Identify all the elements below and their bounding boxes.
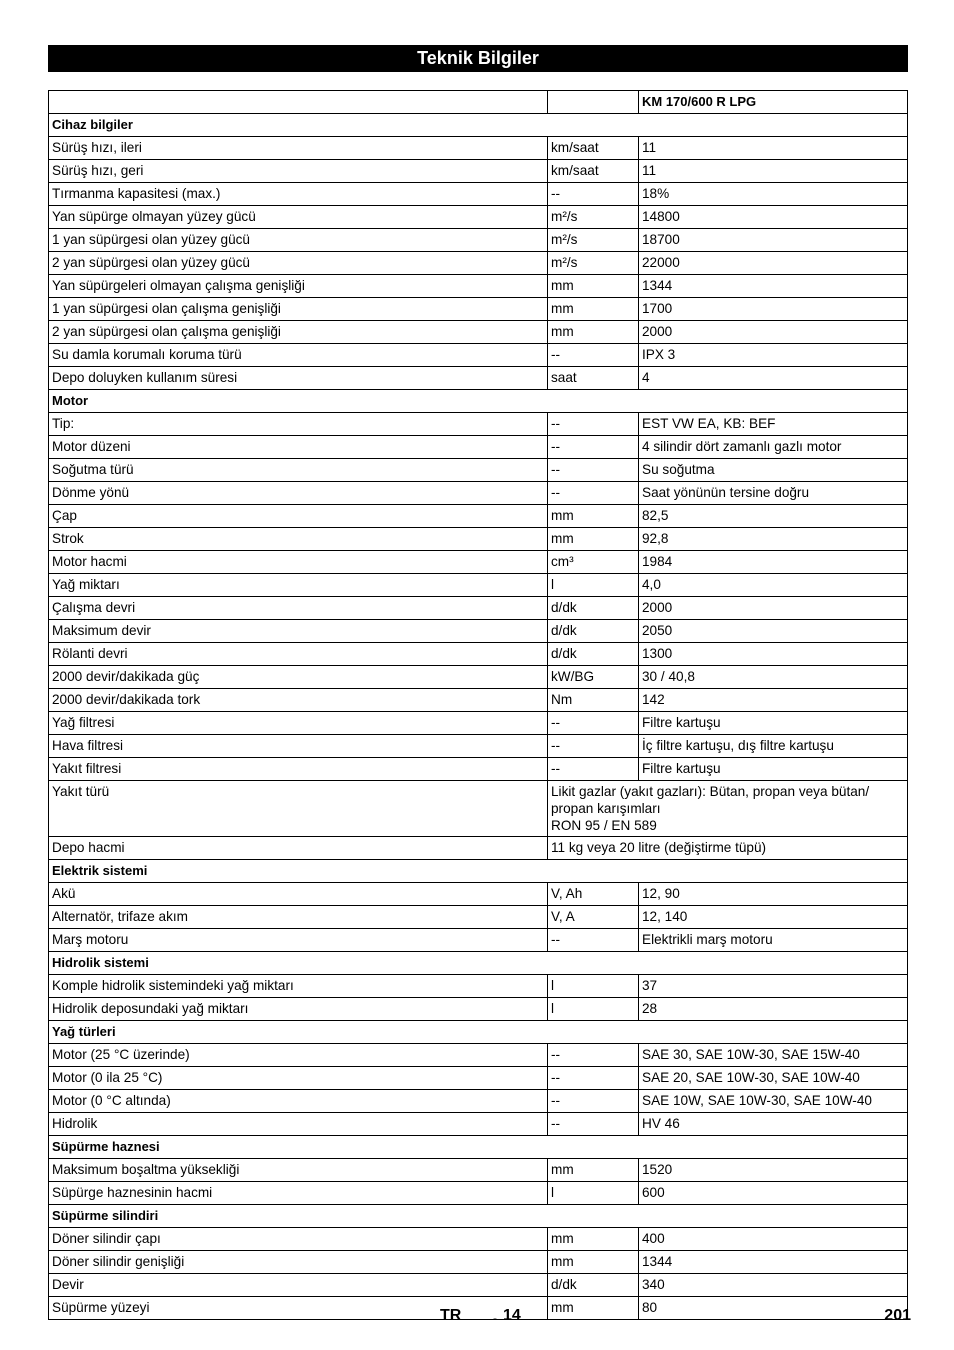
param-unit: l xyxy=(548,574,639,597)
table-row xyxy=(49,712,908,735)
param-unit: mm xyxy=(548,1251,639,1274)
table-row xyxy=(49,1159,908,1182)
param-name: Soğutma türü xyxy=(49,459,548,482)
param-unit: km/saat xyxy=(548,137,639,160)
table-row xyxy=(49,413,908,436)
table-row xyxy=(49,528,908,551)
param-value: İç filtre kartuşu, dış filtre kartuşu xyxy=(639,735,908,758)
param-name: Dönme yönü xyxy=(49,482,548,505)
section-title: Yağ türleri xyxy=(49,1021,908,1044)
table-row xyxy=(49,160,908,183)
table-row xyxy=(49,252,908,275)
param-unit: d/dk xyxy=(548,1274,639,1297)
param-name: Motor (0 °C altında) xyxy=(49,1090,548,1113)
param-name: Yağ filtresi xyxy=(49,712,548,735)
param-unit: -- xyxy=(548,1113,639,1136)
param-value: 12, 90 xyxy=(639,883,908,906)
param-unit: d/dk xyxy=(548,620,639,643)
param-value: 1300 xyxy=(639,643,908,666)
param-name: 2000 devir/dakikada tork xyxy=(49,689,548,712)
param-unit: m²/s xyxy=(548,206,639,229)
section-header-row xyxy=(49,860,908,883)
param-unit: -- xyxy=(548,1044,639,1067)
param-unit: saat xyxy=(548,367,639,390)
param-value: Filtre kartuşu xyxy=(639,712,908,735)
param-unit: -- xyxy=(548,1067,639,1090)
param-value: Su soğutma xyxy=(639,459,908,482)
table-row xyxy=(49,298,908,321)
table-row xyxy=(49,597,908,620)
param-name: Depo hacmi xyxy=(49,837,548,860)
param-value: 14800 xyxy=(639,206,908,229)
page-title: Teknik Bilgiler xyxy=(48,45,908,72)
param-value: SAE 10W, SAE 10W-30, SAE 10W-40 xyxy=(639,1090,908,1113)
table-row xyxy=(49,436,908,459)
table-header-row xyxy=(49,91,908,114)
table-row xyxy=(49,1274,908,1297)
param-unit: -- xyxy=(548,344,639,367)
param-name: 2 yan süpürgesi olan çalışma genişliği xyxy=(49,321,548,344)
footer-doc-page: 14 xyxy=(503,1307,521,1324)
table-row xyxy=(49,344,908,367)
param-unit: d/dk xyxy=(548,597,639,620)
table-row xyxy=(49,1228,908,1251)
param-name: Döner silindir çapı xyxy=(49,1228,548,1251)
param-unit: l xyxy=(548,975,639,998)
param-name: Motor düzeni xyxy=(49,436,548,459)
table-row xyxy=(49,551,908,574)
param-value: 37 xyxy=(639,975,908,998)
param-value: 11 xyxy=(639,160,908,183)
param-value: SAE 30, SAE 10W-30, SAE 15W-40 xyxy=(639,1044,908,1067)
param-unit: kW/BG xyxy=(548,666,639,689)
param-value: 2000 xyxy=(639,597,908,620)
param-name: 1 yan süpürgesi olan çalışma genişliği xyxy=(49,298,548,321)
param-name: Devir xyxy=(49,1274,548,1297)
section-title: Elektrik sistemi xyxy=(49,860,908,883)
param-unit: mm xyxy=(548,1159,639,1182)
param-value: 18% xyxy=(639,183,908,206)
param-unit: l xyxy=(548,1182,639,1205)
param-unit: -- xyxy=(548,1090,639,1113)
param-unit: mm xyxy=(548,275,639,298)
param-value: 340 xyxy=(639,1274,908,1297)
table-row xyxy=(49,1067,908,1090)
param-value: 28 xyxy=(639,998,908,1021)
param-name: Depo doluyken kullanım süresi xyxy=(49,367,548,390)
param-value: Likit gazlar (yakıt gazları): Bütan, propan veya bütan/ propan karışımları RON 95 / EN 589 xyxy=(548,781,908,837)
footer-language: TR xyxy=(440,1307,462,1324)
param-unit: -- xyxy=(548,183,639,206)
section-header-row xyxy=(49,390,908,413)
param-name: Strok xyxy=(49,528,548,551)
param-unit: -- xyxy=(548,459,639,482)
param-value: 1984 xyxy=(639,551,908,574)
param-value: 4 xyxy=(639,367,908,390)
footer-dash: - xyxy=(493,1311,497,1325)
param-value: Saat yönünün tersine doğru xyxy=(639,482,908,505)
param-unit: -- xyxy=(548,712,639,735)
section-title: Motor xyxy=(49,390,908,413)
spec-table xyxy=(48,90,908,1320)
param-name: Rölanti devri xyxy=(49,643,548,666)
param-unit: d/dk xyxy=(548,643,639,666)
table-row xyxy=(49,998,908,1021)
param-value: 1520 xyxy=(639,1159,908,1182)
table-row xyxy=(49,883,908,906)
param-unit: -- xyxy=(548,413,639,436)
table-row xyxy=(49,1297,908,1320)
param-value: 4 silindir dört zamanlı gazlı motor xyxy=(639,436,908,459)
param-unit: -- xyxy=(548,436,639,459)
table-row xyxy=(49,735,908,758)
section-title: Hidrolik sistemi xyxy=(49,952,908,975)
table-row xyxy=(49,758,908,781)
param-unit: Nm xyxy=(548,689,639,712)
param-name: Hidrolik deposundaki yağ miktarı xyxy=(49,998,548,1021)
param-name: Hidrolik xyxy=(49,1113,548,1136)
table-row xyxy=(49,929,908,952)
table-row xyxy=(49,1113,908,1136)
param-name: Döner silindir genişliği xyxy=(49,1251,548,1274)
param-unit: V, A xyxy=(548,906,639,929)
param-name: Motor hacmi xyxy=(49,551,548,574)
table-row xyxy=(49,689,908,712)
param-unit: km/saat xyxy=(548,160,639,183)
param-value: 1344 xyxy=(639,1251,908,1274)
param-value: 11 xyxy=(639,137,908,160)
param-value: EST VW EA, KB: BEF xyxy=(639,413,908,436)
param-name: Motor (0 ila 25 °C) xyxy=(49,1067,548,1090)
table-row xyxy=(49,1044,908,1067)
table-row xyxy=(49,781,908,837)
param-name: Sürüş hızı, ileri xyxy=(49,137,548,160)
table-row xyxy=(49,505,908,528)
param-name: Yakıt filtresi xyxy=(49,758,548,781)
param-value: 1700 xyxy=(639,298,908,321)
table-row xyxy=(49,275,908,298)
table-row xyxy=(49,482,908,505)
param-name: Sürüş hızı, geri xyxy=(49,160,548,183)
param-unit: cm³ xyxy=(548,551,639,574)
table-row xyxy=(49,321,908,344)
header-empty-cell xyxy=(548,91,639,114)
param-unit: mm xyxy=(548,505,639,528)
table-row xyxy=(49,574,908,597)
param-name: 2000 devir/dakikada güç xyxy=(49,666,548,689)
param-name: Çap xyxy=(49,505,548,528)
param-value: 4,0 xyxy=(639,574,908,597)
section-header-row xyxy=(49,1205,908,1228)
section-header-row xyxy=(49,114,908,137)
param-unit: l xyxy=(548,998,639,1021)
section-header-row xyxy=(49,1136,908,1159)
table-row xyxy=(49,367,908,390)
section-header-row xyxy=(49,1021,908,1044)
param-name: Akü xyxy=(49,883,548,906)
param-name: Yakıt türü xyxy=(49,781,548,837)
param-value: Filtre kartuşu xyxy=(639,758,908,781)
param-value: 18700 xyxy=(639,229,908,252)
param-value: 11 kg veya 20 litre (değiştirme tüpü) xyxy=(548,837,908,860)
param-unit: mm xyxy=(548,321,639,344)
footer-page-number: 201 xyxy=(884,1307,911,1324)
param-name: Yan süpürgeleri olmayan çalışma genişliği xyxy=(49,275,548,298)
section-header-row xyxy=(49,952,908,975)
section-title: Cihaz bilgiler xyxy=(49,114,908,137)
table-row xyxy=(49,1251,908,1274)
param-unit: mm xyxy=(548,528,639,551)
param-name: Marş motoru xyxy=(49,929,548,952)
table-row xyxy=(49,643,908,666)
param-unit: -- xyxy=(548,758,639,781)
param-value: 82,5 xyxy=(639,505,908,528)
param-value: 2050 xyxy=(639,620,908,643)
param-unit: -- xyxy=(548,735,639,758)
section-title: Süpürme silindiri xyxy=(49,1205,908,1228)
param-value: 80 xyxy=(639,1297,908,1320)
param-value: 600 xyxy=(639,1182,908,1205)
table-row xyxy=(49,206,908,229)
param-value: 142 xyxy=(639,689,908,712)
param-name: Maksimum devir xyxy=(49,620,548,643)
section-title: Süpürme haznesi xyxy=(49,1136,908,1159)
param-name: Tip: xyxy=(49,413,548,436)
param-name: Hava filtresi xyxy=(49,735,548,758)
table-row xyxy=(49,620,908,643)
table-row xyxy=(49,666,908,689)
param-value: 22000 xyxy=(639,252,908,275)
param-value: Elektrikli marş motoru xyxy=(639,929,908,952)
param-unit: V, Ah xyxy=(548,883,639,906)
param-unit: m²/s xyxy=(548,252,639,275)
param-unit: mm xyxy=(548,1228,639,1251)
param-name: Süpürge haznesinin hacmi xyxy=(49,1182,548,1205)
param-name: 1 yan süpürgesi olan yüzey gücü xyxy=(49,229,548,252)
param-unit: -- xyxy=(548,929,639,952)
param-name: Çalışma devri xyxy=(49,597,548,620)
table-row xyxy=(49,1090,908,1113)
model-name: KM 170/600 R LPG xyxy=(639,91,908,114)
param-value: 1344 xyxy=(639,275,908,298)
param-unit: -- xyxy=(548,482,639,505)
param-value: SAE 20, SAE 10W-30, SAE 10W-40 xyxy=(639,1067,908,1090)
param-name: Süpürme yüzeyi xyxy=(49,1297,548,1320)
param-unit: m²/s xyxy=(548,229,639,252)
param-name: Yağ miktarı xyxy=(49,574,548,597)
param-name: Alternatör, trifaze akım xyxy=(49,906,548,929)
param-value: 12, 140 xyxy=(639,906,908,929)
table-row xyxy=(49,1182,908,1205)
param-name: Maksimum boşaltma yüksekliği xyxy=(49,1159,548,1182)
param-name: Motor (25 °C üzerinde) xyxy=(49,1044,548,1067)
param-name: Tırmanma kapasitesi (max.) xyxy=(49,183,548,206)
header-empty-cell xyxy=(49,91,548,114)
param-name: Su damla korumalı koruma türü xyxy=(49,344,548,367)
param-value: 30 / 40,8 xyxy=(639,666,908,689)
table-row xyxy=(49,137,908,160)
param-name: Yan süpürge olmayan yüzey gücü xyxy=(49,206,548,229)
param-unit: mm xyxy=(548,298,639,321)
table-row xyxy=(49,837,908,860)
table-row xyxy=(49,183,908,206)
param-name: Komple hidrolik sistemindeki yağ miktarı xyxy=(49,975,548,998)
param-value: 2000 xyxy=(639,321,908,344)
param-unit: mm xyxy=(548,1297,639,1320)
param-value: 92,8 xyxy=(639,528,908,551)
table-row xyxy=(49,229,908,252)
param-value: IPX 3 xyxy=(639,344,908,367)
table-row xyxy=(49,906,908,929)
param-name: 2 yan süpürgesi olan yüzey gücü xyxy=(49,252,548,275)
param-value: 400 xyxy=(639,1228,908,1251)
table-row xyxy=(49,975,908,998)
param-value: HV 46 xyxy=(639,1113,908,1136)
table-row xyxy=(49,459,908,482)
